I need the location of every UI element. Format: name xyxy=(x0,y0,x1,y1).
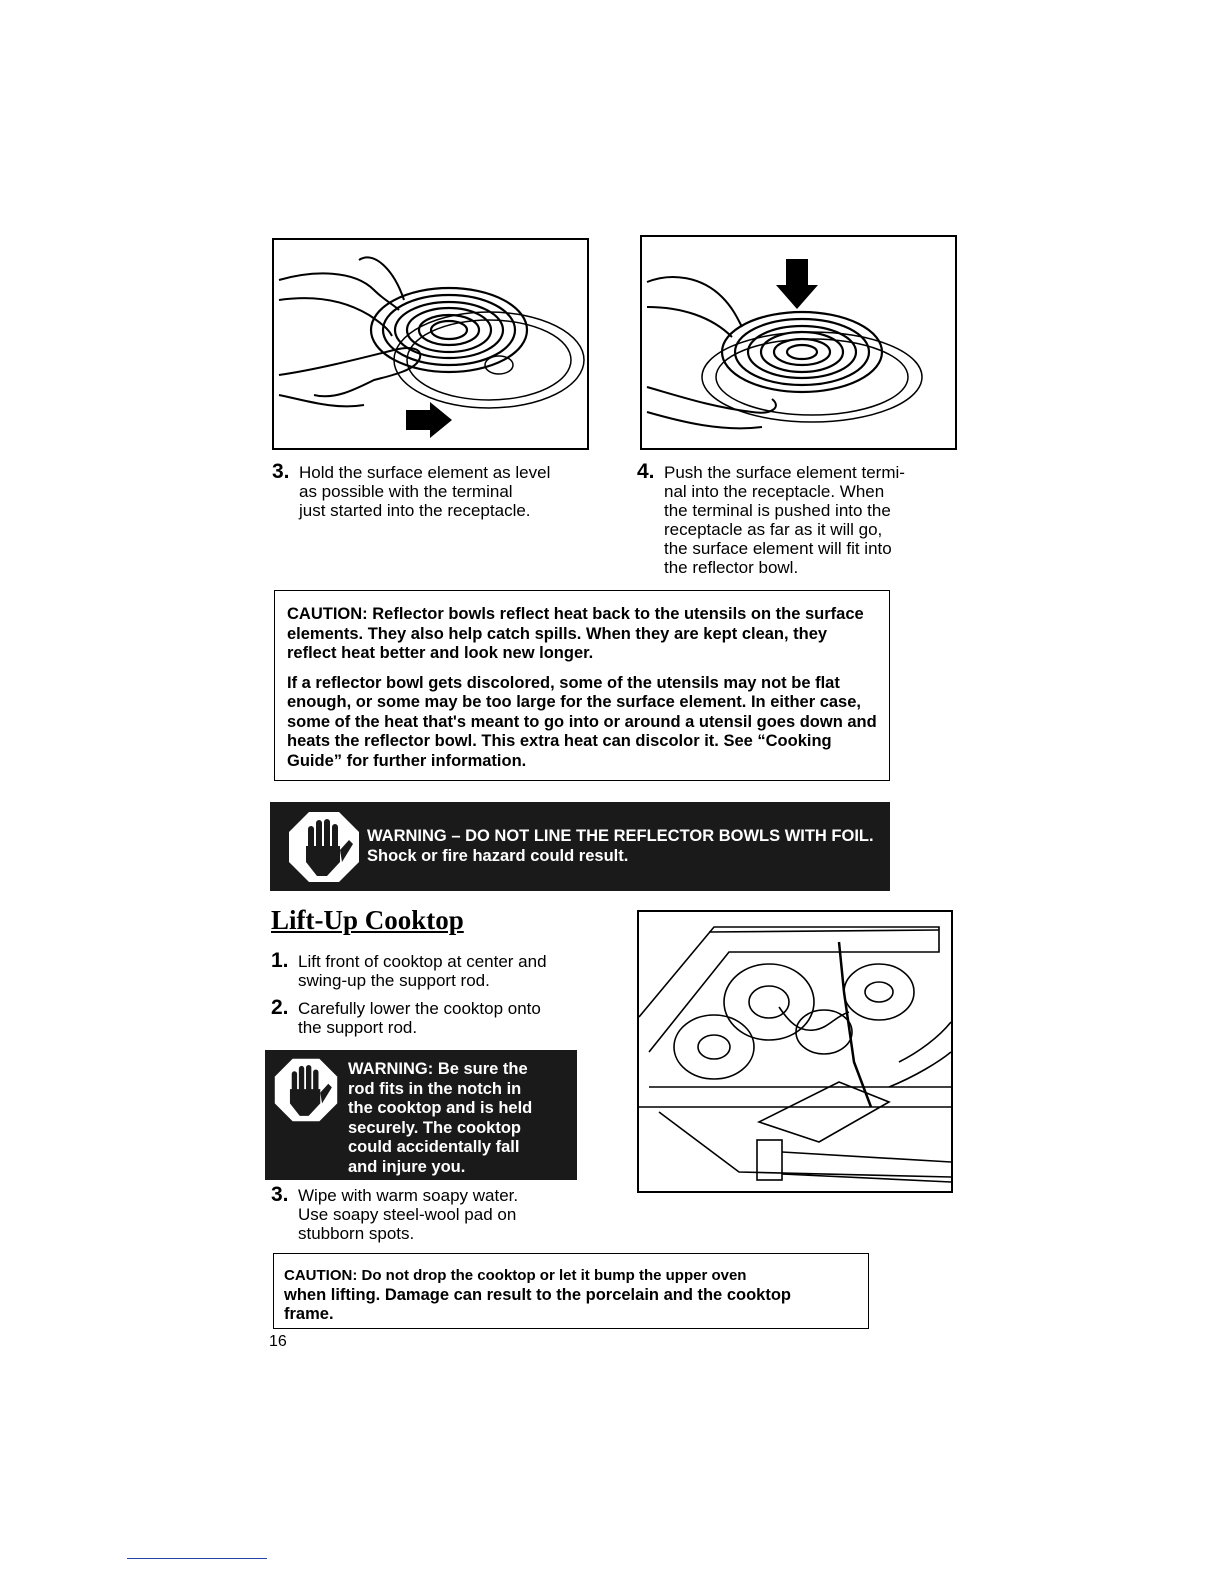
step-1-lift-front xyxy=(271,949,601,992)
caution-reflector-bowls xyxy=(274,590,890,781)
figure-push-terminal xyxy=(640,235,957,450)
step-number: 1. xyxy=(271,949,289,972)
caution2-rest: when lifting. Damage can result to the porcelain and the cooktop frame. xyxy=(284,1285,791,1323)
step-text: Carefully lower the cooktop onto the support rod. xyxy=(298,999,541,1037)
figure-lifted-cooktop xyxy=(637,910,953,1193)
step-text: Wipe with warm soapy water. Use soapy steel-wool pad on stubborn spots. xyxy=(298,1186,519,1243)
stop-hand-icon xyxy=(273,1057,339,1123)
caution-drop-cooktop xyxy=(273,1253,869,1329)
caution-paragraph-2: If a reflector bowl gets discolored, some of the utensils may not be flat enough, or some may be too large for the surface element. In either case, some of the heat that's meant to go into or around a utensil goes down and heats the reflector bowl. This extra heat can discolor it. See “Cooking Guide” for further information. xyxy=(287,673,877,770)
stop-hand-icon xyxy=(287,810,361,884)
step-number: 3. xyxy=(271,1183,289,1206)
step-4-top xyxy=(637,460,957,581)
step-number: 3. xyxy=(272,460,290,483)
warning-foil-line1: WARNING – DO NOT LINE THE REFLECTOR BOWLS WITH FOIL. xyxy=(367,827,874,845)
step-number: 4. xyxy=(637,460,655,483)
warning-foil-line2: Shock or fire hazard could result. xyxy=(367,847,629,865)
surface-element-push-illustration xyxy=(642,237,955,448)
step-text: Push the surface element termi- nal into the receptacle. When the terminal is pushed into the receptacle as far as it will go, the surface element will fit into the reflector bowl. xyxy=(664,463,905,577)
warning-support-rod-box xyxy=(265,1050,577,1180)
footnote-rule xyxy=(127,1558,267,1559)
step-text: Hold the surface element as level as possible with the terminal just started into the receptacle. xyxy=(299,463,551,520)
step-3-wipe xyxy=(271,1183,601,1246)
step-text: Lift front of cooktop at center and swing-up the support rod. xyxy=(298,952,547,990)
warning-support-rod-text: WARNING: Be sure the rod fits in the notch in the cooktop and is held securely. The cooktop could accidentally fall and injure you. xyxy=(348,1060,533,1176)
figure-hold-element-level xyxy=(272,238,589,450)
step-2-lower-cooktop xyxy=(271,996,601,1039)
warning-foil-banner xyxy=(270,802,890,891)
caution-paragraph-1: CAUTION: Reflector bowls reflect heat back to the utensils on the surface elements. They also help catch spills. When they are kept clean, they reflect heat better and look new longer. xyxy=(287,605,864,662)
lifted-cooktop-illustration xyxy=(639,912,951,1191)
section-title-lift-up-cooktop: Lift-Up Cooktop xyxy=(271,905,464,935)
surface-element-illustration xyxy=(274,240,587,448)
step-3-top xyxy=(272,460,592,529)
caution2-lead: CAUTION: Do not drop the cooktop or let it bump the upper oven xyxy=(284,1267,747,1284)
page-number: 16 xyxy=(269,1333,287,1350)
step-number: 2. xyxy=(271,996,289,1019)
